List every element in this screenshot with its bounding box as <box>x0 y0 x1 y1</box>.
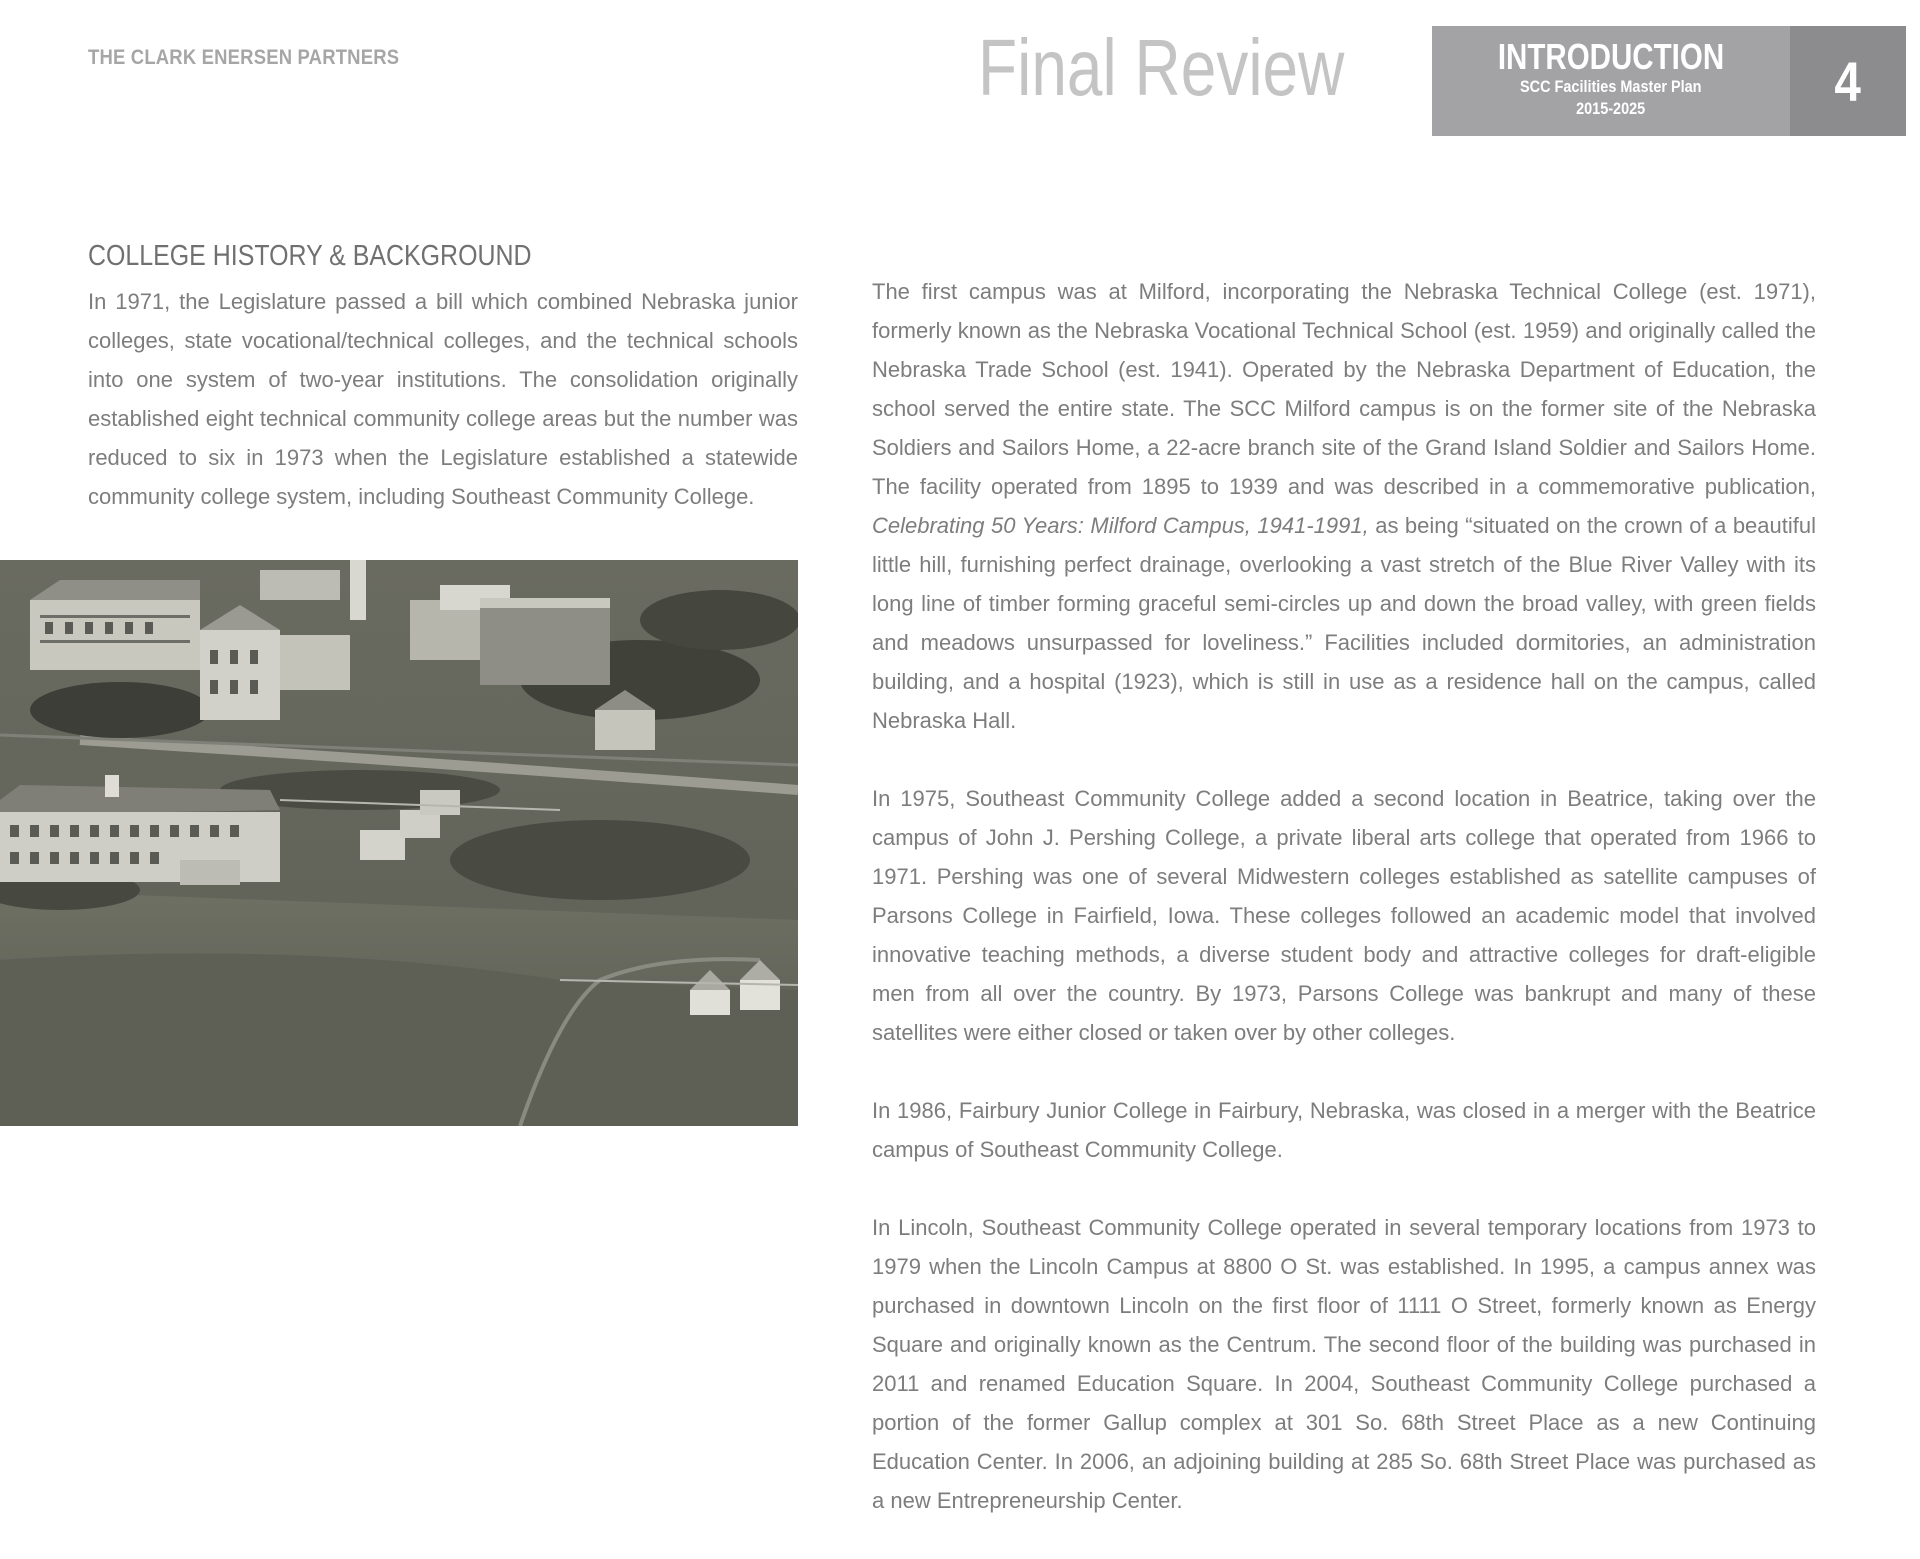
fairbury-paragraph: In 1986, Fairbury Junior College in Fairbury, Nebraska, was closed in a merger with the Beatrice campus of Southeast Community College. <box>872 1098 1816 1162</box>
intro-paragraph: In 1971, the Legislature passed a bill which combined Nebraska junior colleges, state vocational/technical colleges, and the technical schools into one system of two-year institutions. The consolidation originally established eight technical community college areas but the number was reduced to six in 1973 when the Legislature established a statewide community college system, including Southeast Community College. <box>88 289 798 509</box>
section-badge <box>1432 26 1790 136</box>
section-title: INTRODUCTION <box>1497 36 1725 77</box>
milford-paragraph <box>872 272 1816 740</box>
firm-name: THE CLARK ENERSEN PARTNERS <box>88 46 400 69</box>
plan-subtitle: SCC Facilities Master Plan <box>1520 76 1702 96</box>
final-review-watermark: Final Review <box>978 23 1345 112</box>
campus-photo-illustration <box>0 560 798 1126</box>
history-column <box>872 272 1816 1559</box>
lincoln-paragraph: In Lincoln, Southeast Community College operated in several temporary locations from 1973 to 1979 when the Lincoln Campus at 8800 O St. was established. In 1995, a campus annex was purchased in downtown Lincoln on the first floor of 1111 O Street, formerly known as Energy Square and originally known as the Centrum. The second floor of the building was purchased in 2011 and renamed Education Square. In 2004, Southeast Community College purchased a portion of the former Gallup complex at 301 So. 68th Street Place as a new Continuing Education Center. In 2006, an adjoining building at 285 So. 68th Street Place was purchased as a new Entrepreneurship Center. <box>872 1215 1816 1513</box>
section-heading: COLLEGE HISTORY & BACKGROUND <box>88 240 532 272</box>
plan-years: 2015-2025 <box>1576 98 1646 118</box>
milford-text-2: as being “situated on the crown of a beautiful little hill, furnishing perfect drainage, overlooking a vast stretch of the Blue River Valley with its long line of timber forming graceful semi-circles up and down the broad valley, with green fields and meadows unsurpassed for loveliness.” Facilities included dormitories, an administration building, and a hospital (1923), which is still in use as a residence hall on the campus, called Nebraska Hall. <box>872 513 1817 733</box>
milford-text-1: The first campus was at Milford, incorporating the Nebraska Technical College (est. 1971), formerly known as the Nebraska Vocational Technical School (est. 1959) and originally called the Nebraska Trade School (est. 1941). Operated by the Nebraska Department of Education, the school served the entire state. The SCC Milford campus is on the former site of the Nebraska Soldiers and Sailors Home, a 22-acre branch site of the Grand Island Soldier and Sailors Home. The facility operated from 1895 to 1939 and was described in a commemorative publication, <box>872 279 1816 499</box>
page-number-box <box>1790 26 1906 136</box>
page-number: 4 <box>1834 49 1862 113</box>
publication-title: Celebrating 50 Years: Milford Campus, 1941-1991, <box>872 513 1369 538</box>
section-badge-text <box>1432 26 1790 136</box>
beatrice-paragraph: In 1975, Southeast Community College added a second location in Beatrice, taking over the campus of John J. Pershing College, a private liberal arts college that operated from 1966 to 1971. Pershing was one of several Midwestern colleges established as satellite campuses of Parsons College in Fairfield, Iowa. These colleges followed an academic model that involved innovative teaching methods, a diverse student body and attractive colleges for draft-eligible men from all over the country. By 1973, Parsons College was bankrupt and many of these satellites were either closed or taken over by other colleges. <box>872 786 1816 1045</box>
historic-campus-photo <box>0 560 798 1126</box>
